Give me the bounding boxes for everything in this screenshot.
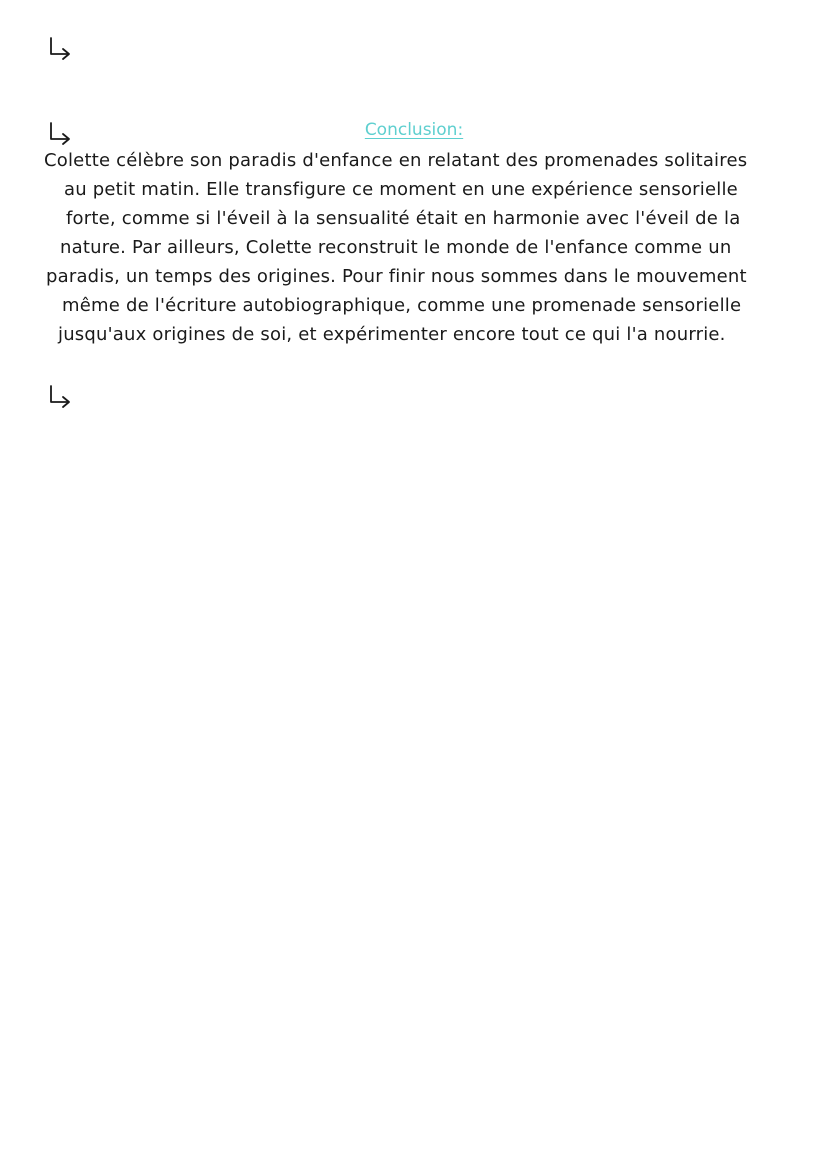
- paragraph-line: même de l'écriture autobiographique, comme une promenade sensorielle: [62, 295, 742, 316]
- paragraph-line: forte, comme si l'éveil à la sensualité était en harmonie avec l'éveil de la: [66, 208, 741, 229]
- paragraph-line: Colette célèbre son paradis d'enfance en relatant des promenades solitaires: [44, 150, 748, 171]
- arrow-icon: [46, 383, 76, 409]
- paragraph-line: paradis, un temps des origines. Pour finir nous sommes dans le mouvement: [46, 266, 747, 287]
- paragraph-line: jusqu'aux origines de soi, et expérimenter encore tout ce qui l'a nourrie.: [58, 324, 726, 345]
- paragraph-line: nature. Par ailleurs, Colette reconstruit le monde de l'enfance comme un: [60, 237, 732, 258]
- arrow-icon: [46, 35, 76, 61]
- section-heading: Conclusion:: [364, 120, 464, 140]
- paragraph-line: au petit matin. Elle transfigure ce moment en une expérience sensorielle: [64, 179, 738, 200]
